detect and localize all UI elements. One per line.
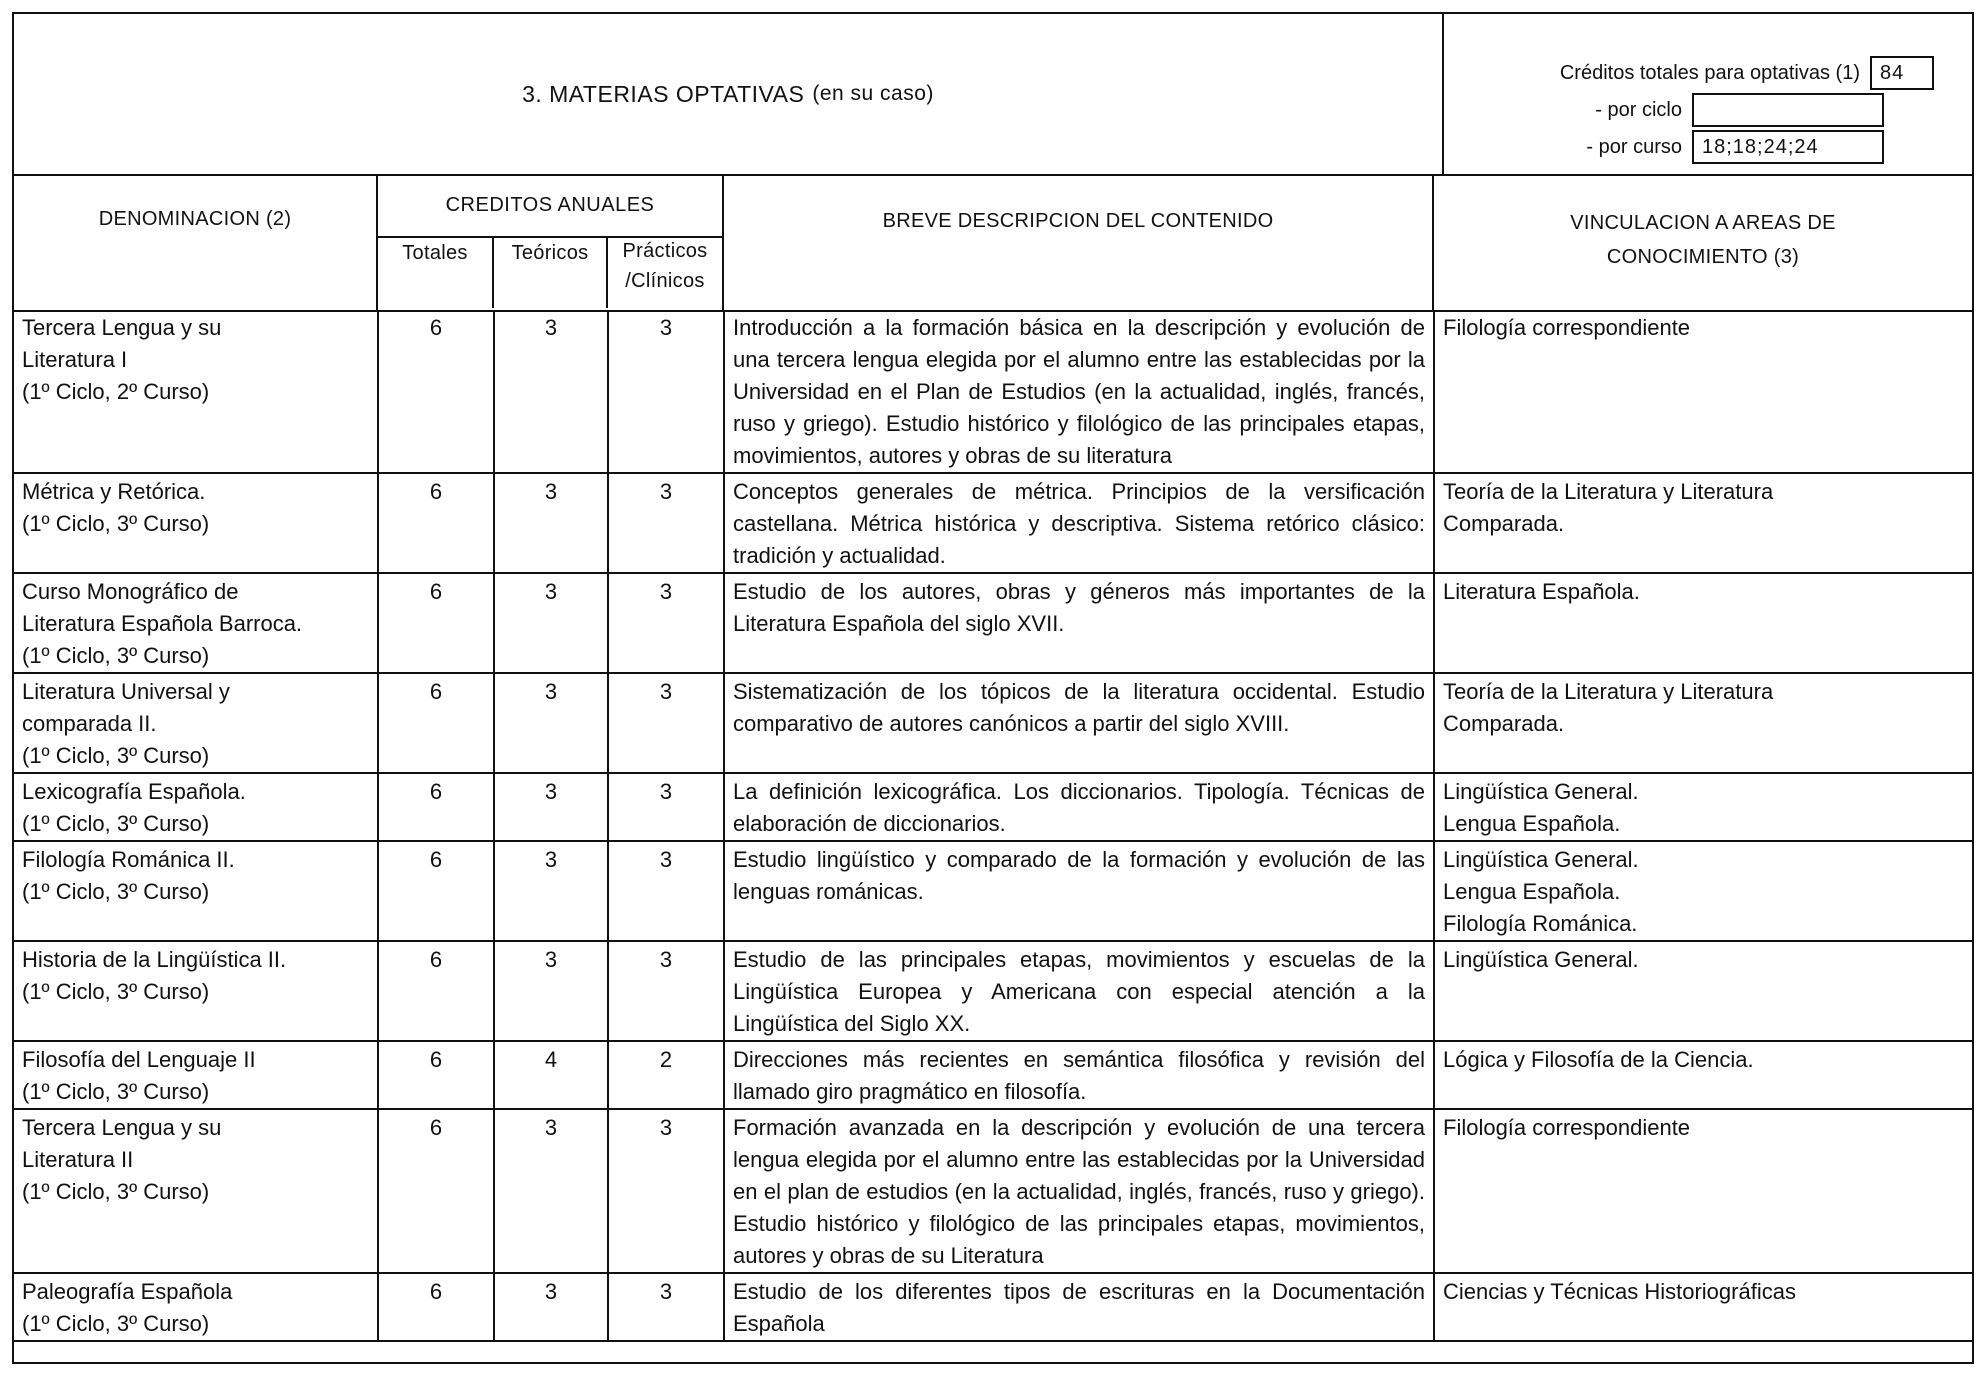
cell-denominacion: Métrica y Retórica. (1º Ciclo, 3º Curso) xyxy=(14,473,378,573)
cell-teoricos: 3 xyxy=(494,941,608,1041)
total-credits-label: Créditos totales para optativas (1) xyxy=(1559,61,1860,84)
cell-practicos: 3 xyxy=(608,573,724,673)
cell-teoricos: 3 xyxy=(494,841,608,941)
cell-denominacion: Lexicografía Española. (1º Ciclo, 3º Curso) xyxy=(14,773,378,841)
cell-denominacion: Tercera Lengua y su Literatura I (1º Ciclo, 2º Curso) xyxy=(14,310,378,473)
cell-vinculacion: Teoría de la Literatura y Literatura Comparada. xyxy=(1434,473,1972,573)
cell-totales: 6 xyxy=(378,573,494,673)
cell-practicos: 3 xyxy=(608,773,724,841)
header-vinculacion: VINCULACION A AREAS DE CONOCIMIENTO (3) xyxy=(1570,212,1836,268)
cell-practicos: 3 xyxy=(608,473,724,573)
cell-vinculacion: Ciencias y Técnicas Historiográficas xyxy=(1434,1273,1972,1341)
section-title-note: (en su caso) xyxy=(812,82,934,105)
cell-descripcion: Introducción a la formación básica en la descripción y evolución de una tercera lengua elegida por el alumno entre las establecidas por la Universidad en el Plan de Estudios (en la actualidad, inglés, francés, ruso y griego). Estudio histórico y filológico de las principales etapas, movimientos, autores y obras de su literatura xyxy=(724,310,1434,473)
cell-totales: 6 xyxy=(378,841,494,941)
header-creditos-anuales: CREDITOS ANUALES xyxy=(378,174,722,238)
cell-practicos: 3 xyxy=(608,1273,724,1341)
table-row xyxy=(14,841,1972,941)
per-cycle-row xyxy=(1595,91,1884,129)
cell-totales: 6 xyxy=(378,673,494,773)
cell-practicos: 3 xyxy=(608,941,724,1041)
header-teoricos: Teóricos xyxy=(494,236,608,308)
cell-vinculacion: Lingüística General. Lengua Española. Filología Románica. xyxy=(1434,841,1972,941)
table-row xyxy=(14,1273,1972,1341)
cell-totales: 6 xyxy=(378,1273,494,1341)
table-row xyxy=(14,773,1972,841)
cell-teoricos: 3 xyxy=(494,673,608,773)
table-row xyxy=(14,473,1972,573)
cell-descripcion: Formación avanzada en la descripción y evolución de una tercera lengua elegida por el alumno entre las establecidas por la Universidad en el plan de estudios (en la actualidad, inglés, francés, ruso y griego). Estudio histórico y filológico de las principales etapas, movimientos, autores y obras de su Literatura xyxy=(724,1109,1434,1273)
cell-practicos: 3 xyxy=(608,1109,724,1273)
cell-teoricos: 3 xyxy=(494,773,608,841)
per-course-value: 18;18;24;24 xyxy=(1692,130,1884,164)
cell-vinculacion: Teoría de la Literatura y Literatura Comparada. xyxy=(1434,673,1972,773)
subjects-table xyxy=(14,310,1972,1342)
cell-totales: 6 xyxy=(378,473,494,573)
cell-descripcion: La definición lexicográfica. Los diccionarios. Tipología. Técnicas de elaboración de diccionarios. xyxy=(724,773,1434,841)
cell-descripcion: Estudio de las principales etapas, movimientos y escuelas de la Lingüística Europea y Americana con especial atención a la Lingüística del Siglo XX. xyxy=(724,941,1434,1041)
table-row xyxy=(14,1109,1972,1273)
total-credits-row xyxy=(1560,54,1934,92)
cell-totales: 6 xyxy=(378,773,494,841)
cell-vinculacion: Filología correspondiente xyxy=(1434,1109,1972,1273)
cell-teoricos: 3 xyxy=(494,1273,608,1341)
table-row xyxy=(14,673,1972,773)
cell-descripcion: Conceptos generales de métrica. Principios de la versificación castellana. Métrica histórica y descriptiva. Sistema retórico clásico: tradición y actualidad. xyxy=(724,473,1434,573)
credits-summary xyxy=(1442,14,1974,174)
document-header xyxy=(14,14,1972,176)
cell-practicos: 2 xyxy=(608,1041,724,1109)
cell-descripcion: Estudio lingüístico y comparado de la formación y evolución de las lenguas románicas. xyxy=(724,841,1434,941)
cell-totales: 6 xyxy=(378,941,494,1041)
cell-denominacion: Filosofía del Lenguaje II (1º Ciclo, 3º Curso) xyxy=(14,1041,378,1109)
header-creditos-group xyxy=(378,174,724,310)
table-row xyxy=(14,1041,1972,1109)
header-practicos: Prácticos /Clínicos xyxy=(622,240,708,292)
cell-descripcion: Estudio de los diferentes tipos de escrituras en la Documentación Española xyxy=(724,1273,1434,1341)
header-denominacion: DENOMINACION (2) xyxy=(14,174,378,310)
section-title-text: 3. MATERIAS OPTATIVAS xyxy=(522,80,805,107)
cell-denominacion: Filología Románica II. (1º Ciclo, 3º Curso) xyxy=(14,841,378,941)
header-descripcion: BREVE DESCRIPCION DEL CONTENIDO xyxy=(724,174,1434,310)
cell-vinculacion: Lingüística General. xyxy=(1434,941,1972,1041)
cell-denominacion: Tercera Lengua y su Literatura II (1º Ciclo, 3º Curso) xyxy=(14,1109,378,1273)
cell-teoricos: 3 xyxy=(494,573,608,673)
cell-totales: 6 xyxy=(378,1109,494,1273)
cell-descripcion: Estudio de los autores, obras y géneros más importantes de la Literatura Española del siglo XVII. xyxy=(724,573,1434,673)
cell-teoricos: 3 xyxy=(494,1109,608,1273)
cell-teoricos: 3 xyxy=(494,310,608,473)
total-credits-value: 84 xyxy=(1870,56,1934,90)
per-course-row xyxy=(1586,128,1884,166)
cell-practicos: 3 xyxy=(608,673,724,773)
per-cycle-label: - por ciclo xyxy=(1595,98,1682,121)
cell-denominacion: Literatura Universal y comparada II. (1º Ciclo, 3º Curso) xyxy=(14,673,378,773)
per-cycle-value xyxy=(1692,93,1884,127)
per-course-label: - por curso xyxy=(1586,135,1682,158)
cell-descripcion: Direcciones más recientes en semántica filosófica y revisión del llamado giro pragmático en filosofía. xyxy=(724,1041,1434,1109)
cell-practicos: 3 xyxy=(608,841,724,941)
cell-vinculacion: Literatura Española. xyxy=(1434,573,1972,673)
cell-denominacion: Paleografía Española (1º Ciclo, 3º Curso) xyxy=(14,1273,378,1341)
cell-vinculacion: Lingüística General. Lengua Española. xyxy=(1434,773,1972,841)
cell-vinculacion: Filología correspondiente xyxy=(1434,310,1972,473)
table-row xyxy=(14,310,1972,473)
cell-denominacion: Historia de la Lingüística II. (1º Ciclo, 3º Curso) xyxy=(14,941,378,1041)
cell-denominacion: Curso Monográfico de Literatura Española Barroca. (1º Ciclo, 3º Curso) xyxy=(14,573,378,673)
cell-vinculacion: Lógica y Filosofía de la Ciencia. xyxy=(1434,1041,1972,1109)
cell-totales: 6 xyxy=(378,310,494,473)
section-title xyxy=(14,14,1442,174)
cell-teoricos: 4 xyxy=(494,1041,608,1109)
cell-practicos: 3 xyxy=(608,310,724,473)
cell-totales: 6 xyxy=(378,1041,494,1109)
cell-teoricos: 3 xyxy=(494,473,608,573)
table-row xyxy=(14,941,1972,1041)
document-sheet xyxy=(12,12,1974,1364)
column-headers xyxy=(14,174,1972,312)
cell-descripcion: Sistematización de los tópicos de la literatura occidental. Estudio comparativo de autores canónicos a partir del siglo XVIII. xyxy=(724,673,1434,773)
table-row xyxy=(14,573,1972,673)
header-totales: Totales xyxy=(378,236,494,308)
